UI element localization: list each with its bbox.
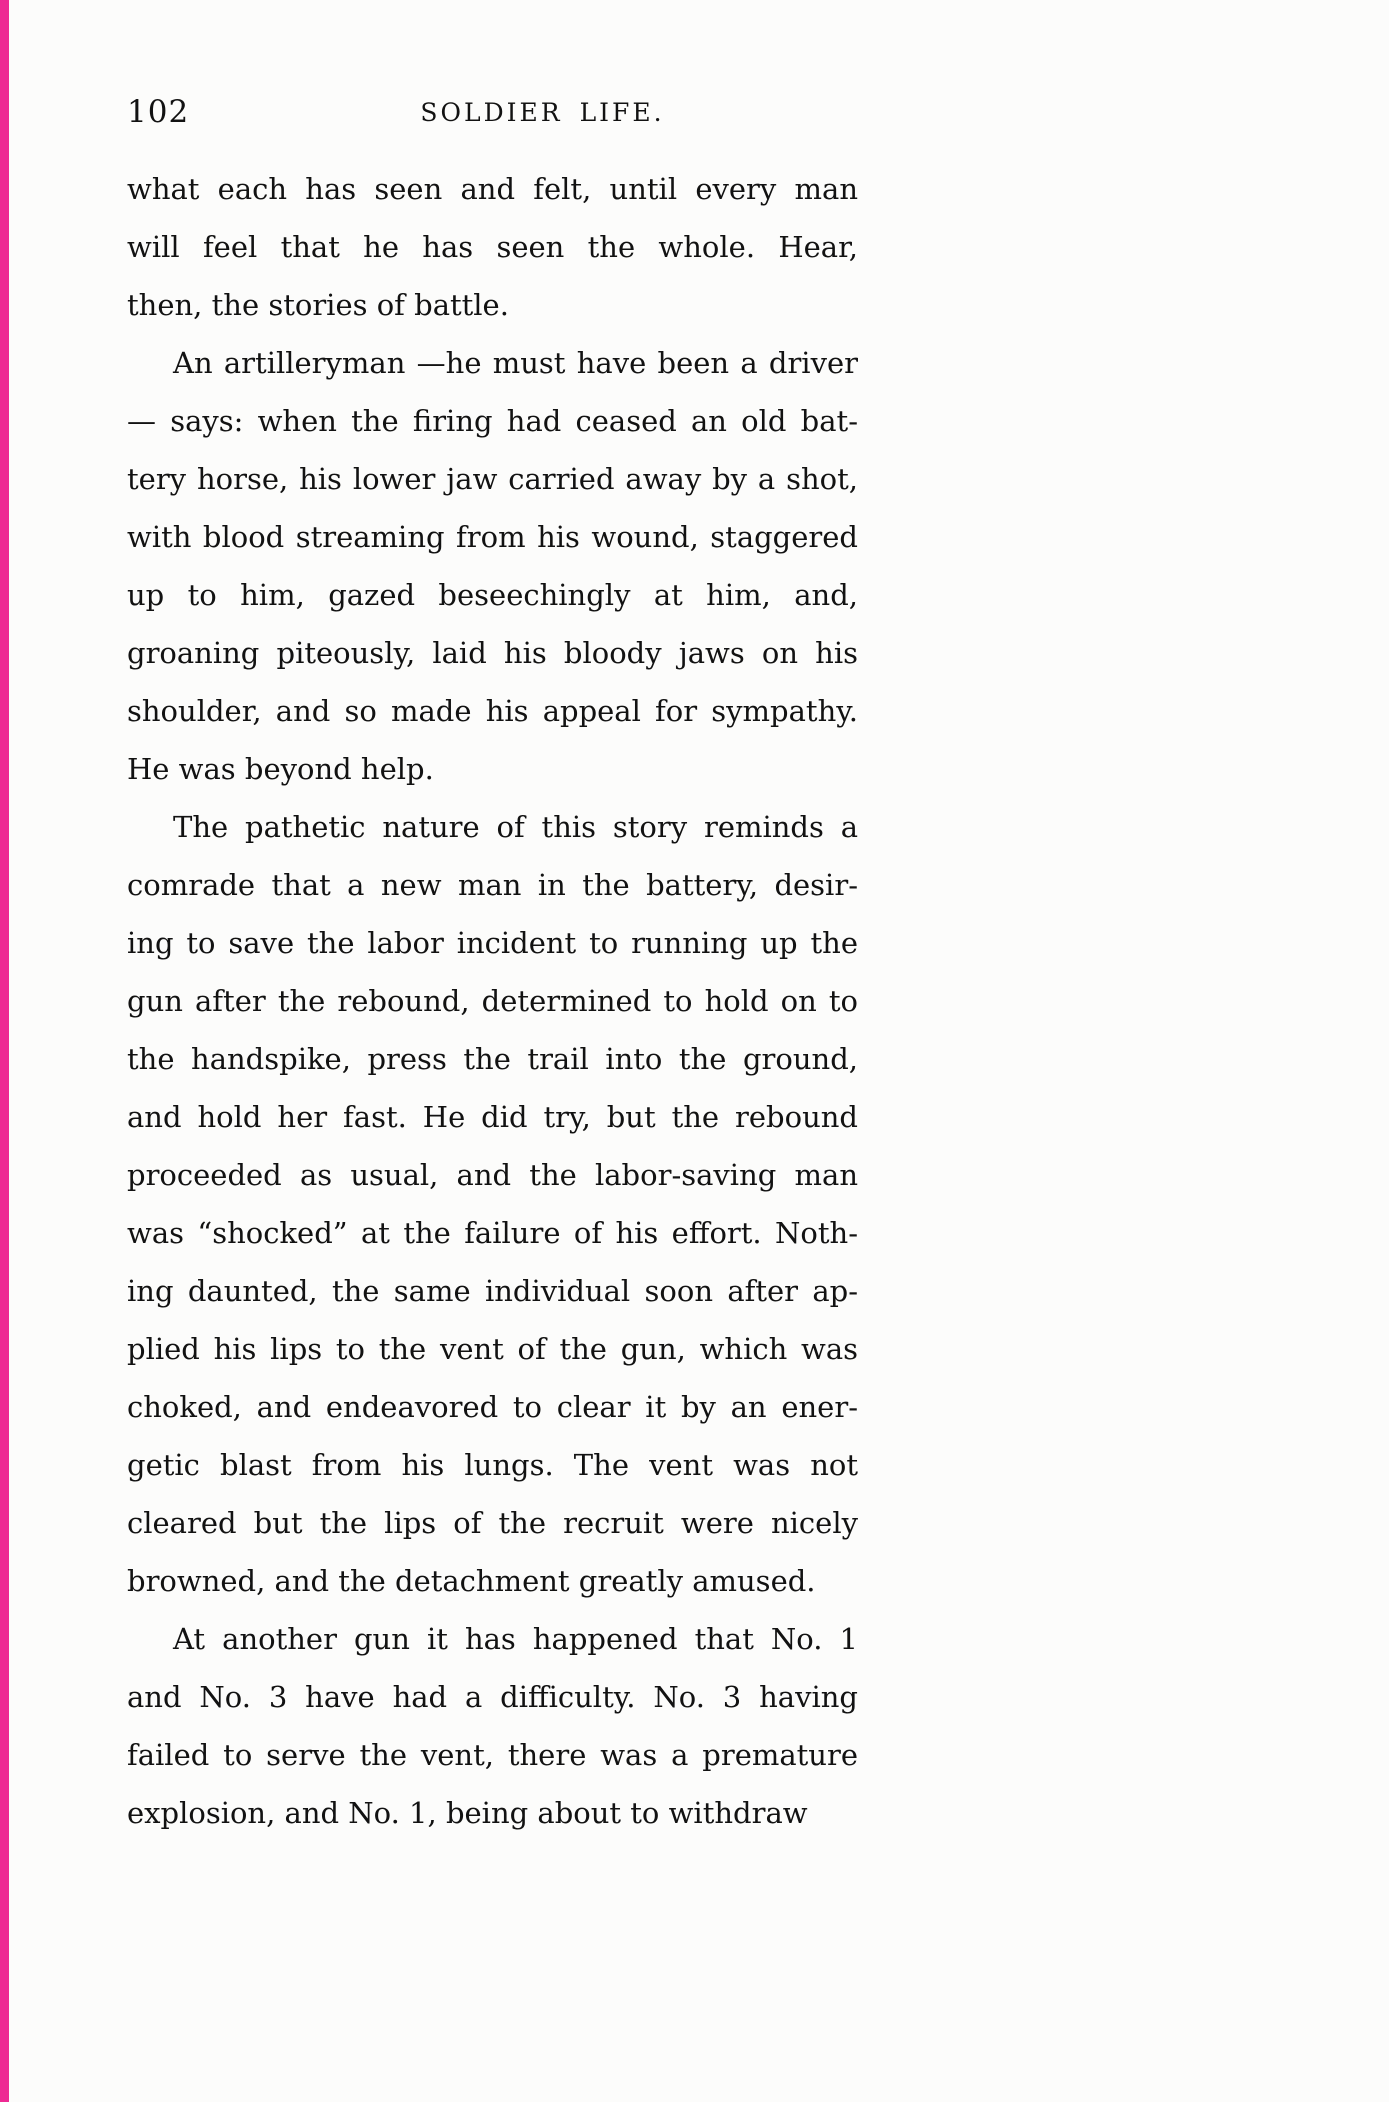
text-line: getic blast from his lungs. The vent was not [127,1448,858,1482]
text-line: gun after the rebound, determined to hold on to [127,984,858,1018]
text-line: explosion, and No. 1, being about to withdraw [127,1796,808,1830]
text-line: An artilleryman —he must have been a driver [173,346,858,380]
text-line: groaning piteously, laid his bloody jaws on his [127,636,858,670]
text-line: proceeded as usual, and the labor-saving man [127,1158,858,1192]
text-line: comrade that a new man in the battery, desir- [127,868,858,902]
text-line: choked, and endeavored to clear it by an ener- [127,1390,858,1424]
text-line: — says: when the firing had ceased an old bat- [127,404,858,438]
text-line: failed to serve the vent, there was a premature [127,1738,858,1772]
text-line: what each has seen and felt, until every man [127,172,858,206]
page-header [127,94,858,136]
text-block [127,160,858,1842]
text-line: plied his lips to the vent of the gun, which was [127,1332,858,1366]
text-line: ing to save the labor incident to running up the [127,926,858,960]
text-line: and No. 3 have had a difficulty. No. 3 having [127,1680,858,1714]
text-line: At another gun it has happened that No. 1 [173,1622,858,1656]
text-line: was “shocked” at the failure of his effort. Noth- [127,1216,858,1250]
text-line: up to him, gazed beseechingly at him, and, [127,578,858,612]
running-head: SOLDIER LIFE. [420,98,665,127]
text-line: browned, and the detachment greatly amused. [127,1564,816,1598]
text-line: the handspike, press the trail into the ground, [127,1042,858,1076]
text-line: ing daunted, the same individual soon after ap- [127,1274,858,1308]
text-line: shoulder, and so made his appeal for sympathy. [127,694,858,728]
text-line: then, the stories of battle. [127,288,509,322]
text-line: will feel that he has seen the whole. Hear, [127,230,858,264]
text-line: tery horse, his lower jaw carried away by a shot, [127,462,858,496]
page-number: 102 [127,94,190,130]
text-line: and hold her fast. He did try, but the rebound [127,1100,858,1134]
text-line: He was beyond help. [127,752,434,786]
text-line: The pathetic nature of this story reminds a [173,810,858,844]
text-line: cleared but the lips of the recruit were nicely [127,1506,858,1540]
text-line: with blood streaming from his wound, staggered [127,520,858,554]
